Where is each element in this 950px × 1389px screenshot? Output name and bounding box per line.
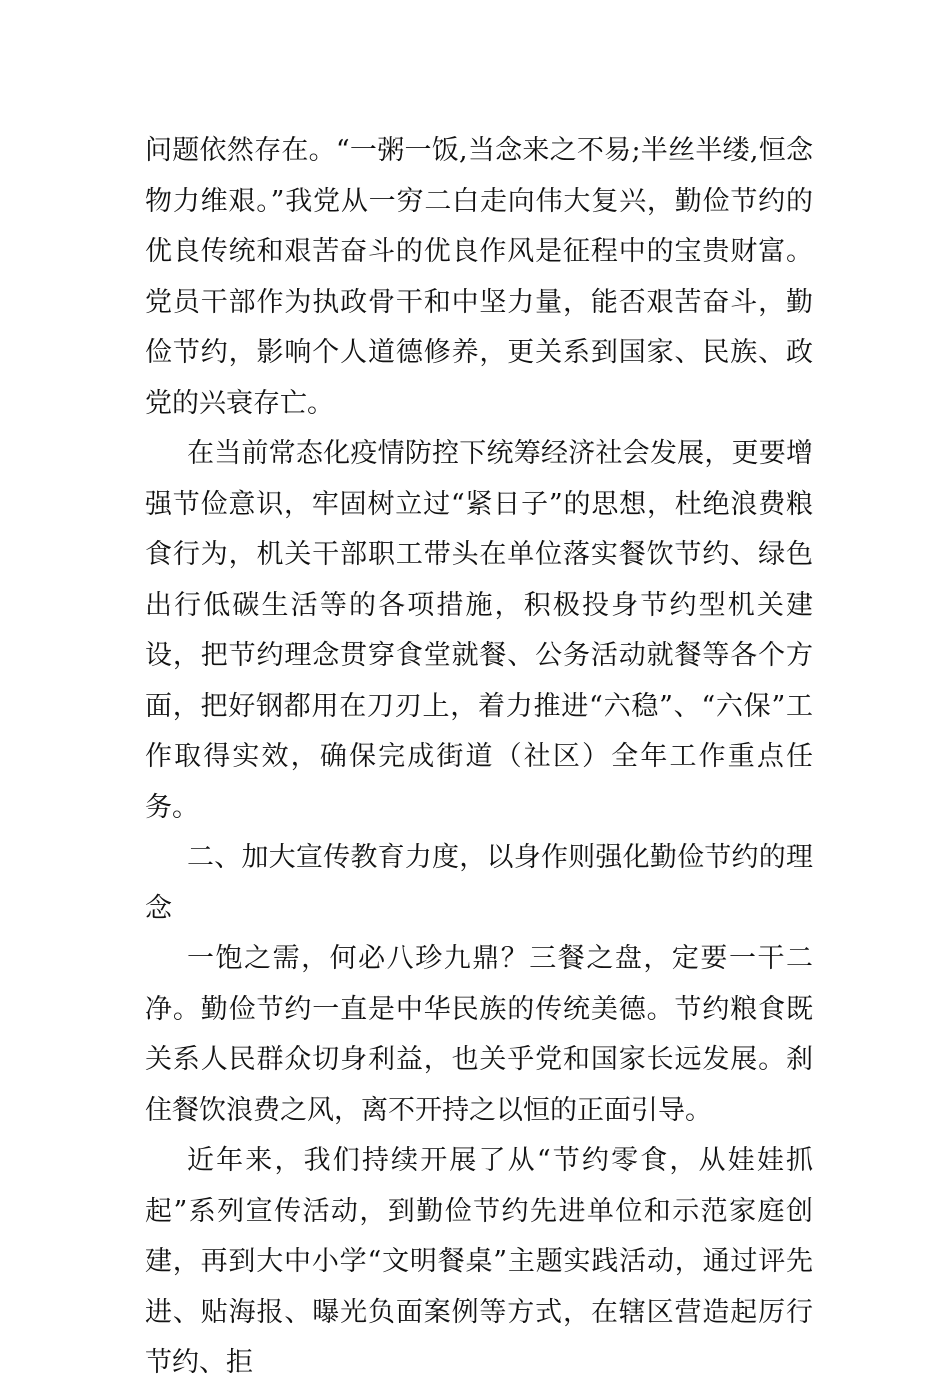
paragraph-2: 在当前常态化疫情防控下统筹经济社会发展，更要增强节俭意识，牢固树立过“紧日子”的思想，杜绝浪费粮食行为，机关干部职工带头在单位落实餐饮节约、绿色出行低碳生活等的各项措施，积极投身节约型机关建设，把节约理念贯穿食堂就餐、公务活动就餐等各个方面，把好钢都用在刀刃上，着力推进“六稳”、“六保”工作取得实效，确保完成街道（社区）全年工作重点任务。 bbox=[145, 438, 813, 823]
document-body bbox=[145, 126, 813, 1389]
paragraph-1: 问题依然存在。“一粥一饭,当念来之不易;半丝半缕,恒念物力维艰。”我党从一穷二白走向伟大复兴，勤俭节约的优良传统和艰苦奋斗的优良作风是征程中的宝贵财富。党员干部作为执政骨干和中坚力量，能否艰苦奋斗，勤俭节约，影响个人道德修养，更关系到国家、民族、政党的兴衰存亡。 bbox=[145, 135, 813, 419]
paragraph-3: 一饱之需，何必八珍九鼎？三餐之盘，定要一干二净。勤俭节约一直是中华民族的传统美德。节约粮食既关系人民群众切身利益，也关乎党和国家长远发展。刹住餐饮浪费之风，离不开持之以恒的正面引导。 bbox=[145, 943, 813, 1126]
section-heading: 二、加大宣传教育力度，以身作则强化勤俭节约的理念 bbox=[145, 842, 813, 924]
paragraph-4: 近年来，我们持续开展了从“节约零食，从娃娃抓起”系列宣传活动，到勤俭节约先进单位和示范家庭创建，再到大中小学“文明餐桌”主题实践活动，通过评先进、贴海报、曝光负面案例等方式，在辖区营造起厉行节约、拒 bbox=[145, 1145, 813, 1378]
